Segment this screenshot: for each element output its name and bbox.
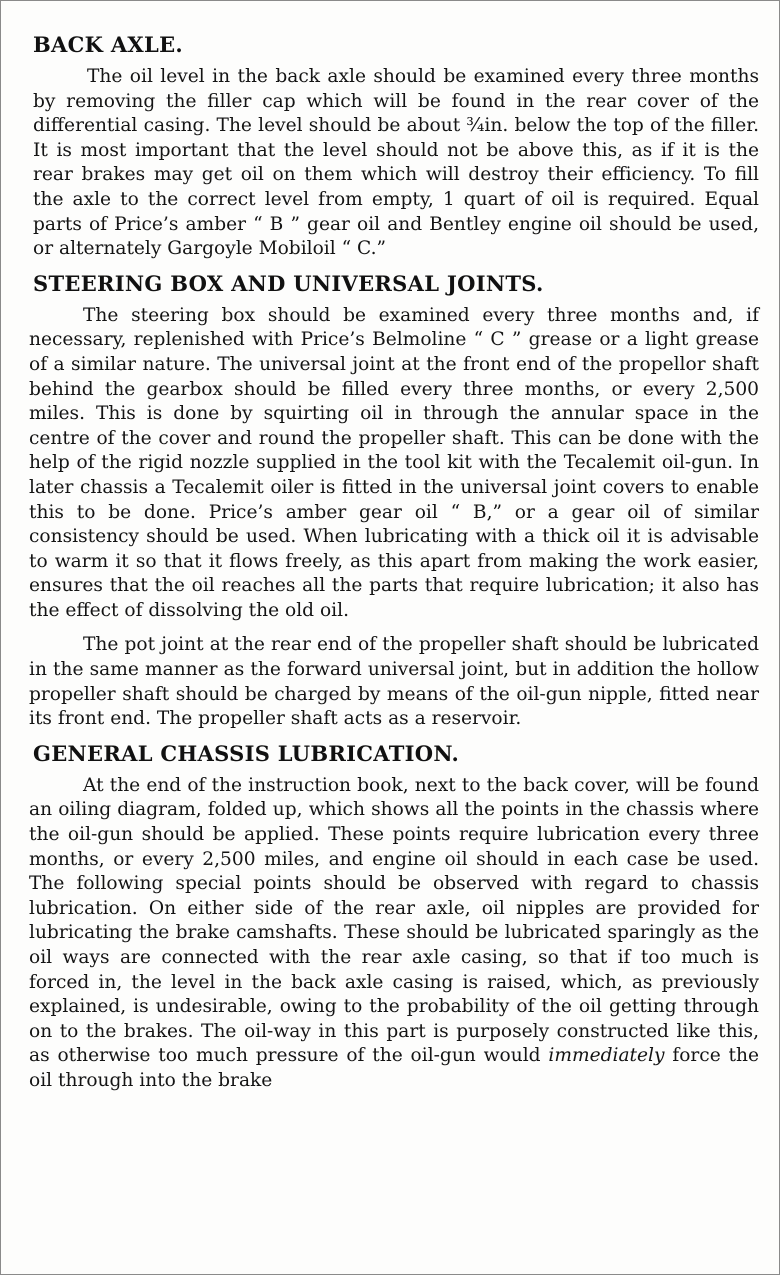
paragraph-tail: force the oil through into the brake [29,1045,759,1091]
emphasis-text: immediately [548,1045,665,1067]
page-content [29,31,759,1102]
paragraph [29,774,759,1094]
paragraph-text: At the end of the instruction book, next to the back cover, will be found an oiling diagram, folded up, which shows all the points in the chassis where the oil-gun should be applied. These points require lubrication every three months, or every 2,500 miles, and engine oil should in each case be used. The following special points should be observed with regard to chassis lubrication. On either side of the rear axle, oil nipples are provided for lubricating the brake camshafts. These should be lubricated sparingly as the oil ways are connected with the rear axle casing, so that if too much is forced in, the level in the back axle casing is raised, which, as previously explained, is undesirable, owing to the probability of the oil getting through on to the brakes. The oil-way in this part is purposely constructed like this, as otherwise too much pressure of the oil-gun would [29,774,759,1067]
section-heading: GENERAL CHASSIS LUBRICATION. [33,740,460,766]
section-heading: STEERING BOX AND UNIVERSAL JOINTS. [33,270,544,296]
paragraph: The oil level in the back axle should be examined every three months by removing the filler cap which will be found in the rear cover of the differential casing. The level should be about ¾in. below the top of the filler. It is most important that the level should not be above this, as if it is the rear brakes may get oil on them which will destroy their efficiency. To fill the axle to the correct level from empty, 1 quart of oil is required. Equal parts of Price’s amber “ B ” gear oil and Bentley engine oil should be used, or alternately Gargoyle Mobiloil “ C.” [33,66,759,260]
section-steering-box [29,270,759,732]
section-heading: BACK AXLE. [33,32,183,57]
section-general-chassis-lubrication [29,740,759,1094]
section-back-axle [29,31,759,262]
paragraph: The steering box should be examined every three months and, if necessary, replenished with Price’s Belmoline “ C ” grease or a light grease of a similar nature. The universal joint at the front end of the propellor shaft behind the gearbox should be filled every three months, or every 2,500 miles. This is done by squirting oil in through the annular space in the centre of the cover and round the propeller shaft. This can be done with the help of the rigid nozzle supplied in the tool kit with the Tecalemit oil-gun. In later chassis a Tecalemit oiler is fitted in the universal joint covers to enable this to be done. Price’s amber gear oil “ B,” or a gear oil of similar consistency should be used. When lubricating with a thick oil it is advisable to warm it so that it flows freely, as this apart from making the work easier, ensures that the oil reaches all the parts that require lubrication; it also has the effect of dissolving the old oil. [29,304,759,621]
paragraph: The pot joint at the rear end of the propeller shaft should be lubricated in the same manner as the forward universal joint, but in addition the hollow propeller shaft should be charged by means of the oil-gun nipple, fitted near its front end. The propeller shaft acts as a reservoir. [29,634,759,730]
